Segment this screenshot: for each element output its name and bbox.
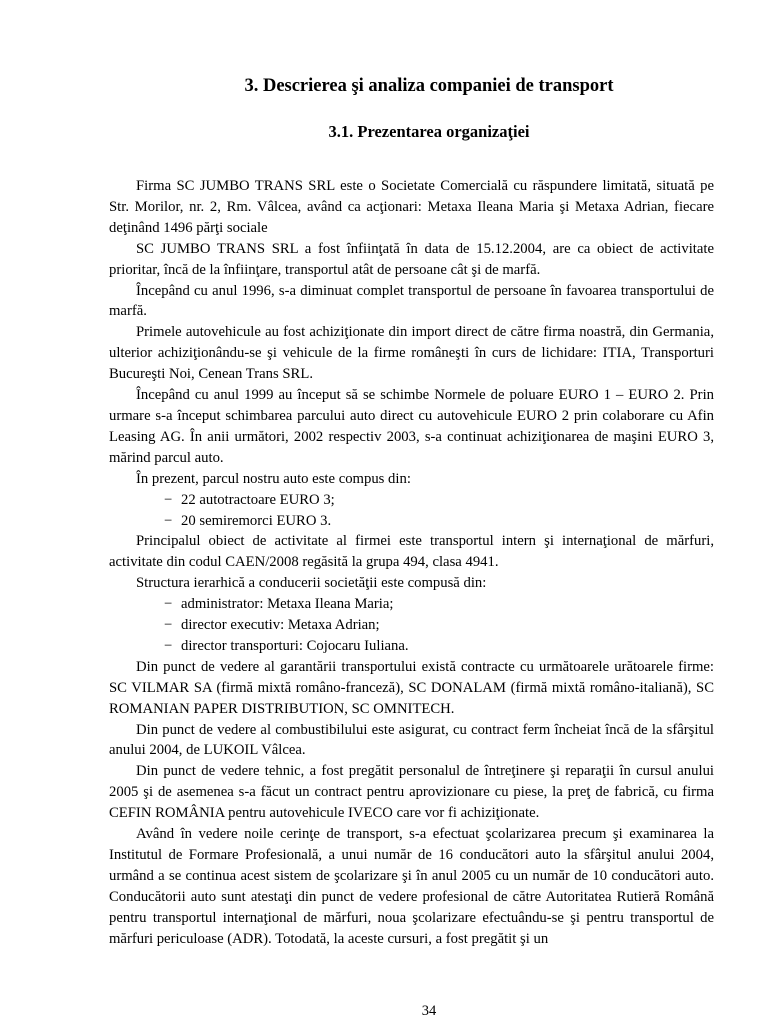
paragraph: Din punct de vedere tehnic, a fost pregătit personalul de întreţinere şi reparaţii în cursul anului 2005 şi de asemenea s-a făcut un contract pentru aprovizionare cu piese, la preţ de fabrică, cu firma CEFIN ROMÂNIA pentru autovehicule IVECO care vor fi achiziţionate.: [109, 763, 714, 822]
paragraph: Având în vedere noile cerinţe de transport, s-a efectuat şcolarizarea precum şi examinarea la Institutul de Formare Profesională, a unui număr de 16 conducători auto la sfârşitul anului 2004, urmând a se continua acest sistem de şcolarizare şi în anul 2005 cu un număr de 10 conducători auto. Conducătorii auto sunt atestaţi din punct de vedere profesional de către Autoritatea Rutieră Română pentru transportul internaţional de mărfuri, noua şcolarizare efectuându-se şi pentru transportul de mărfuri periculoase (ADR). Totodată, la aceste cursuri, a fost pregătit şi un: [109, 826, 714, 947]
list-item: − 22 autotractoare EURO 3;: [164, 490, 714, 511]
paragraph: Începând cu anul 1999 au început să se schimbe Normele de poluare EURO 1 – EURO 2. Prin urmare s-a început schimbarea parcului auto direct cu autovehicule EURO 2 prin colaborare cu Afin Leasing AG. În anii următori, 2002 respectiv 2003, s-a continuat achiziţionarea de maşini EURO 3, mărind parcul auto.: [109, 387, 714, 466]
paragraph: Din punct de vedere al combustibilului este asigurat, cu contract ferm încheiat încă de la sfârşitul anului 2004, de LUKOIL Vâlcea.: [109, 721, 714, 759]
paragraph: Firma SC JUMBO TRANS SRL este o Societate Comercială cu răspundere limitată, situată pe Str. Morilor, nr. 2, Rm. Vâlcea, având ca acţionari: Metaxa Ileana Maria şi Metaxa Adrian, fiecare deţinând 1496 părţi sociale: [109, 178, 714, 236]
chapter-title: 3. Descrierea şi analiza companiei de transport: [244, 76, 614, 96]
paragraph: SC JUMBO TRANS SRL a fost înfiinţată în data de 15.12.2004, are ca obiect de activitate prioritar, încă de la înfiinţare, transportul atât de persoane cât şi de marfă.: [109, 240, 714, 278]
list-item: − director executiv: Metaxa Adrian;: [164, 615, 714, 636]
fleet-list: [109, 490, 714, 532]
list-item: − 20 semiremorci EURO 3.: [164, 511, 714, 532]
section-title: 3.1. Prezentarea organizaţiei: [328, 122, 530, 141]
paragraph: Structura ierarhică a conducerii societăţii este compusă din:: [136, 575, 487, 592]
paragraph: Principalul obiect de activitate al firmei este transportul intern şi internaţional de mărfuri, activitate din codul CAEN/2008 regăsită la grupa 494, clasa 4941.: [109, 533, 714, 571]
list-item: − director transporturi: Cojocaru Iuliana.: [164, 636, 714, 657]
paragraph: În prezent, parcul nostru auto este compus din:: [136, 470, 411, 487]
body-text: [109, 176, 714, 950]
list-item: − administrator: Metaxa Ileana Maria;: [164, 594, 714, 615]
paragraph: Începând cu anul 1996, s-a diminuat complet transportul de persoane în favoarea transportului de marfă.: [109, 282, 714, 320]
paragraph: Primele autovehicule au fost achiziţionate din import direct de către firma noastră, din Germania, ulterior achiziţionându-se şi vehicule de la firme româneşti în curs de lichidare: ITIA, Transporturi Bucureşti Noi, Cenean Trans SRL.: [109, 324, 714, 383]
management-list: [109, 594, 714, 657]
page-number: 34: [421, 1003, 437, 1019]
paragraph: Din punct de vedere al garantării transportului există contracte cu următoarele urătoarele firme: SC VILMAR SA (firmă mixtă româno-franceză), SC DONALAM (firmă mixtă româno-italiană), SC ROMANIAN PAPER DISTRIBUTION, SC OMNITECH.: [109, 658, 714, 717]
